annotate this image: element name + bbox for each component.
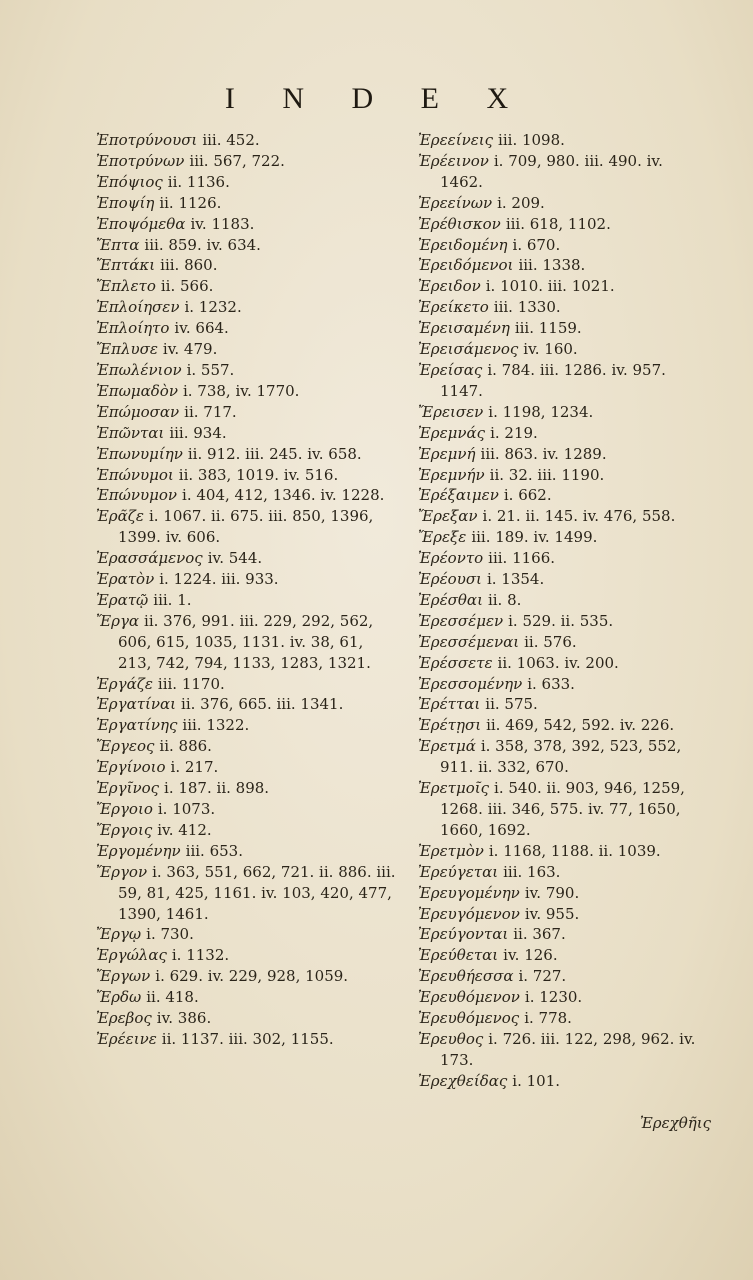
entry-headword: Ἐρέτται xyxy=(418,695,481,714)
entry-headword: Ἐρετμὸν xyxy=(418,841,484,860)
entry-headword: Ἔργον xyxy=(96,862,148,881)
entry-references: ii. 575. xyxy=(485,695,538,714)
entry-references: iii. 1159. xyxy=(514,319,582,338)
entry-references: i. 358, 378, 392, 523, 552, 911. ii. 332, 670. xyxy=(440,737,682,777)
entry-headword: Ἔπτάκι xyxy=(96,256,156,275)
entry-headword: Ἐρετμοῖς xyxy=(418,779,490,798)
catchword: Ἐρεχθῆις xyxy=(640,1114,712,1132)
index-entry xyxy=(418,548,710,569)
entry-references: iv. 790. xyxy=(524,883,580,902)
index-column-right xyxy=(418,130,710,1092)
entry-references: i. 1168, 1188. ii. 1039. xyxy=(488,841,661,860)
entry-headword: Ἐρεισάμενος xyxy=(418,340,519,359)
entry-references: iii. 1170. xyxy=(157,674,225,693)
entry-headword: Ἐρέεινον xyxy=(418,151,489,170)
entry-references: i. 1232. xyxy=(184,298,242,317)
index-entry xyxy=(96,318,396,339)
index-entry xyxy=(96,360,396,381)
entry-headword: Ἐρεσσομένην xyxy=(418,674,523,693)
entry-references: i. 730. xyxy=(146,925,194,944)
index-entry xyxy=(418,276,710,297)
entry-headword: Ἐρευθήεσσα xyxy=(418,967,514,986)
entry-references: i. 709, 980. iii. 490. iv. 1462. xyxy=(440,151,663,191)
entry-references: ii. 912. iii. 245. iv. 658. xyxy=(187,444,362,463)
entry-headword: Ἐπώνυμον xyxy=(96,486,178,505)
entry-headword: Ἔπλυσε xyxy=(96,340,158,359)
index-entry xyxy=(96,736,396,757)
entry-headword: Ἐρετμά xyxy=(418,737,476,756)
index-entry xyxy=(96,402,396,423)
entry-references: iv. 412. xyxy=(157,820,212,839)
index-entry xyxy=(96,841,396,862)
entry-headword: Ἐρᾶζε xyxy=(96,507,144,526)
entry-references: ii. 376, 665. iii. 1341. xyxy=(181,695,344,714)
entry-headword: Ἔρδω xyxy=(96,988,142,1007)
entry-references: iv. 160. xyxy=(523,340,578,359)
entry-references: iii. 860. xyxy=(160,256,218,275)
index-entry xyxy=(96,506,396,548)
index-entry xyxy=(418,569,710,590)
entry-headword: Ἐπωνυμίην xyxy=(96,444,183,463)
entry-headword: Ἐργίνοιο xyxy=(96,758,166,777)
index-entry xyxy=(418,632,710,653)
entry-references: i. 217. xyxy=(170,758,219,777)
entry-headword: Ἐρεύθεται xyxy=(418,946,499,965)
index-entry xyxy=(96,235,396,256)
entry-references: iv. 664. xyxy=(174,319,229,338)
index-column-left xyxy=(96,130,396,1050)
index-entry xyxy=(96,465,396,486)
entry-headword: Ἐποψόμεθα xyxy=(96,214,186,233)
entry-references: i. 540. ii. 903, 946, 1259, 1268. iii. 346, 575. iv. 77, 1650, 1660, 1692. xyxy=(440,779,685,839)
entry-references: i. 670. xyxy=(512,235,561,254)
entry-headword: Ἐποψίη xyxy=(96,193,155,212)
entry-headword: Ἐρευγόμενον xyxy=(418,904,520,923)
index-entry xyxy=(96,1008,396,1029)
entry-headword: Ἐργώλας xyxy=(96,946,167,965)
entry-headword: Ἐρατὸν xyxy=(96,570,155,589)
page-title: I N D E X xyxy=(224,82,529,115)
entry-references: iii. 189. iv. 1499. xyxy=(471,528,598,547)
entry-references: ii. 418. xyxy=(146,988,199,1007)
entry-headword: Ἔπλετο xyxy=(96,277,156,296)
entry-references: i. 187. ii. 898. xyxy=(164,779,270,798)
entry-references: iii. 618, 1102. xyxy=(505,214,611,233)
entry-references: i. 1354. xyxy=(486,570,545,589)
entry-headword: Ἔργων xyxy=(96,967,151,986)
entry-references: i. 1224. iii. 933. xyxy=(159,570,279,589)
entry-headword: Ἐρευγομένην xyxy=(418,883,520,902)
entry-references: iii. 1. xyxy=(153,590,192,609)
index-entry xyxy=(96,339,396,360)
entry-references: i. 738, iv. 1770. xyxy=(182,381,300,400)
entry-headword: Ἐπλοίητο xyxy=(96,319,170,338)
entry-references: i. 662. xyxy=(503,486,552,505)
index-entry xyxy=(418,151,710,193)
entry-references: iv. 386. xyxy=(156,1009,212,1028)
entry-headword: Ἐρέθισκον xyxy=(418,214,501,233)
entry-headword: Ἐρειδον xyxy=(418,277,481,296)
entry-headword: Ἐρασσάμενος xyxy=(96,549,203,568)
entry-headword: Ἐπλοίησεν xyxy=(96,298,180,317)
entry-headword: Ἐρειδομένη xyxy=(418,235,508,254)
entry-references: i. 778. xyxy=(524,1009,572,1028)
entry-headword: Ἔργῳ xyxy=(96,925,142,944)
entry-headword: Ἐργάζε xyxy=(96,674,153,693)
entry-headword: Ἐρεσσέμεν xyxy=(418,611,504,630)
entry-headword: Ἐποτρύνων xyxy=(96,151,185,170)
entry-references: iii. 1338. xyxy=(518,256,586,275)
entry-headword: Ἐρέξαιμεν xyxy=(418,486,499,505)
entry-headword: Ἐρατῷ xyxy=(96,590,149,609)
entry-headword: Ἐρέτῃσι xyxy=(418,716,482,735)
entry-references: ii. 576. xyxy=(524,632,577,651)
entry-headword: Ἐρέοντο xyxy=(418,549,484,568)
index-entry xyxy=(418,193,710,214)
index-entry xyxy=(96,966,396,987)
entry-references: i. 1198, 1234. xyxy=(488,402,594,421)
entry-references: iii. 1322. xyxy=(182,716,250,735)
index-entry xyxy=(418,862,710,883)
index-entry xyxy=(418,674,710,695)
index-entry xyxy=(418,485,710,506)
entry-headword: Ἐρεχθείδας xyxy=(418,1071,508,1090)
index-entry xyxy=(96,130,396,151)
index-entry xyxy=(96,423,396,444)
index-entry xyxy=(418,444,710,465)
entry-references: iv. 544. xyxy=(207,549,263,568)
entry-headword: Ἔργα xyxy=(96,611,140,630)
entry-headword: Ἔπτα xyxy=(96,235,140,254)
entry-references: i. 21. ii. 145. iv. 476, 558. xyxy=(482,507,676,526)
index-entry xyxy=(96,590,396,611)
index-entry xyxy=(418,694,710,715)
entry-references: iii. 163. xyxy=(503,862,561,881)
entry-headword: Ἐργομένην xyxy=(96,841,181,860)
entry-references: i. 101. xyxy=(512,1071,561,1090)
entry-references: ii. 566. xyxy=(160,277,214,296)
index-entry xyxy=(418,1029,710,1071)
entry-headword: Ἐρείσας xyxy=(418,360,483,379)
index-entry xyxy=(96,381,396,402)
entry-references: ii. 1126. xyxy=(159,193,222,212)
entry-headword: Ἐρεισαμένη xyxy=(418,319,510,338)
entry-references: i. 1010. iii. 1021. xyxy=(485,277,615,296)
entry-references: i. 557. xyxy=(186,360,235,379)
index-entry xyxy=(418,987,710,1008)
entry-references: ii. 376, 991. iii. 229, 292, 562, 606, 615, 1035, 1131. iv. 38, 61, 213, 742, 794, 1133, 1283, 1321. xyxy=(118,611,374,672)
entry-references: iii. 567, 722. xyxy=(189,151,285,170)
entry-references: ii. 367. xyxy=(513,925,566,944)
entry-headword: Ἐργατίνης xyxy=(96,716,178,735)
index-entry xyxy=(418,130,710,151)
entry-references: i. 529. ii. 535. xyxy=(508,611,614,630)
entry-references: iv. 1183. xyxy=(190,214,255,233)
index-entry xyxy=(96,945,396,966)
index-entry xyxy=(96,569,396,590)
index-entry xyxy=(418,841,710,862)
index-entry xyxy=(96,444,396,465)
entry-references: i. 629. iv. 229, 928, 1059. xyxy=(155,967,349,986)
index-entry xyxy=(96,151,396,172)
entry-references: i. 404, 412, 1346. iv. 1228. xyxy=(182,486,385,505)
index-entry xyxy=(96,172,396,193)
entry-headword: Ἐρευθόμενον xyxy=(418,988,520,1007)
entry-headword: Ἐρεσσέμεναι xyxy=(418,632,520,651)
index-entry xyxy=(418,904,710,925)
entry-headword: Ἐπώνυμοι xyxy=(96,465,174,484)
index-entry xyxy=(418,736,710,778)
entry-headword: Ἐρεμνή xyxy=(418,444,476,463)
index-entry xyxy=(418,715,710,736)
entry-headword: Ἐρέεινε xyxy=(96,1029,157,1048)
index-entry xyxy=(96,297,396,318)
index-entry xyxy=(96,611,396,674)
index-entry xyxy=(418,360,710,402)
entry-references: ii. 1137. iii. 302, 1155. xyxy=(161,1029,334,1048)
entry-references: i. 219. xyxy=(490,423,538,442)
entry-references: ii. 1063. iv. 200. xyxy=(497,653,619,672)
entry-references: ii. 469, 542, 592. iv. 226. xyxy=(486,716,675,735)
index-entry xyxy=(96,255,396,276)
index-entry xyxy=(96,924,396,945)
index-entry xyxy=(418,778,710,841)
index-entry xyxy=(418,966,710,987)
index-entry xyxy=(96,276,396,297)
entry-headword: Ἐρέουσι xyxy=(418,570,482,589)
index-entry xyxy=(418,924,710,945)
index-entry xyxy=(96,1029,396,1050)
entry-references: i. 1073. xyxy=(157,800,216,818)
entry-references: ii. 1136. xyxy=(167,172,230,191)
entry-headword: Ἐπώμοσαν xyxy=(96,402,180,421)
index-entry xyxy=(418,611,710,632)
index-entry xyxy=(418,506,710,527)
entry-references: i. 209. xyxy=(497,193,545,212)
entry-references: ii. 8. xyxy=(487,590,522,609)
entry-headword: Ἐρεύγονται xyxy=(418,925,509,944)
entry-references: ii. 886. xyxy=(159,737,212,756)
entry-headword: Ἐρεβος xyxy=(96,1009,152,1028)
index-entry xyxy=(418,318,710,339)
index-entry xyxy=(418,1008,710,1029)
entry-references: i. 1230. xyxy=(524,988,583,1007)
entry-references: i. 363, 551, 662, 721. ii. 886. iii. 59, 81, 425, 1161. iv. 103, 420, 477, 1390, 1461. xyxy=(118,862,396,923)
entry-references: ii. 717. xyxy=(184,402,237,421)
entry-references: i. 633. xyxy=(527,674,575,693)
index-entry xyxy=(96,862,396,925)
index-entry xyxy=(96,715,396,736)
index-entry xyxy=(96,799,396,820)
entry-headword: Ἐπῶνται xyxy=(96,423,165,442)
entry-headword: Ἐπόψιος xyxy=(96,172,163,191)
entry-references: iii. 934. xyxy=(169,423,227,442)
index-entry xyxy=(418,527,710,548)
entry-headword: Ἐποτρύνουσι xyxy=(96,131,198,149)
entry-references: i. 727. xyxy=(518,967,567,986)
entry-references: iv. 126. xyxy=(503,946,558,965)
entry-headword: Ἐρεύγεται xyxy=(418,862,499,881)
entry-references: i. 1067. ii. 675. iii. 850, 1396, 1399. iv. 606. xyxy=(118,507,374,547)
entry-headword: Ἐργατίναι xyxy=(96,695,177,714)
entry-references: iv. 955. xyxy=(524,904,580,923)
index-entry xyxy=(418,590,710,611)
entry-headword: Ἐπωμαδὸν xyxy=(96,381,178,400)
index-entry xyxy=(418,402,710,423)
entry-references: iii. 863. iv. 1289. xyxy=(480,444,607,463)
entry-headword: Ἐρέσθαι xyxy=(418,590,483,609)
entry-headword: Ἐρευθος xyxy=(418,1029,484,1048)
entry-headword: Ἔρεξαν xyxy=(418,507,478,526)
entry-headword: Ἐρεείνων xyxy=(418,193,493,212)
index-entry xyxy=(418,255,710,276)
entry-headword: Ἐργῖνος xyxy=(96,779,160,798)
index-entry xyxy=(96,778,396,799)
entry-headword: Ἔργοις xyxy=(96,820,153,839)
index-entry xyxy=(96,214,396,235)
index-entry xyxy=(96,820,396,841)
index-entry xyxy=(96,485,396,506)
index-entry xyxy=(96,757,396,778)
entry-references: iv. 479. xyxy=(162,340,218,359)
entry-references: iii. 1166. xyxy=(488,549,556,568)
entry-references: i. 726. iii. 122, 298, 962. iv. 173. xyxy=(440,1029,696,1069)
entry-references: ii. 32. iii. 1190. xyxy=(489,465,605,484)
index-entry xyxy=(96,694,396,715)
index-entry xyxy=(418,423,710,444)
entry-references: i. 1132. xyxy=(171,946,230,965)
entry-headword: Ἐρειδόμενοι xyxy=(418,256,514,275)
entry-references: iii. 653. xyxy=(185,841,243,860)
entry-headword: Ἔρεισεν xyxy=(418,402,484,421)
index-entry xyxy=(96,548,396,569)
entry-references: iii. 859. iv. 634. xyxy=(144,235,261,254)
entry-headword: Ἐρεείνεις xyxy=(418,131,494,149)
entry-headword: Ἔργοιο xyxy=(96,800,153,818)
entry-references: iii. 1330. xyxy=(493,298,561,317)
entry-references: iii. 452. xyxy=(202,131,260,149)
entry-headword: Ἐπωλένιον xyxy=(96,360,182,379)
index-entry xyxy=(418,945,710,966)
index-entry xyxy=(418,465,710,486)
index-entry xyxy=(418,883,710,904)
entry-headword: Ἔρεξε xyxy=(418,528,467,547)
index-entry xyxy=(418,1071,710,1092)
index-entry xyxy=(418,297,710,318)
index-entry xyxy=(418,653,710,674)
entry-headword: Ἐρείκετο xyxy=(418,298,489,317)
entry-references: i. 784. iii. 1286. iv. 957. 1147. xyxy=(440,360,666,400)
index-entry xyxy=(418,235,710,256)
index-entry xyxy=(418,214,710,235)
index-entry xyxy=(96,674,396,695)
entry-headword: Ἐρεμνήν xyxy=(418,465,485,484)
entry-references: iii. 1098. xyxy=(498,131,565,149)
entry-headword: Ἐρέσσετε xyxy=(418,653,493,672)
entry-headword: Ἐρεμνάς xyxy=(418,423,486,442)
index-entry xyxy=(96,987,396,1008)
entry-references: ii. 383, 1019. iv. 516. xyxy=(178,465,339,484)
index-entry xyxy=(96,193,396,214)
index-entry xyxy=(418,339,710,360)
entry-headword: Ἔργεος xyxy=(96,737,155,756)
entry-headword: Ἐρευθόμενος xyxy=(418,1009,520,1028)
